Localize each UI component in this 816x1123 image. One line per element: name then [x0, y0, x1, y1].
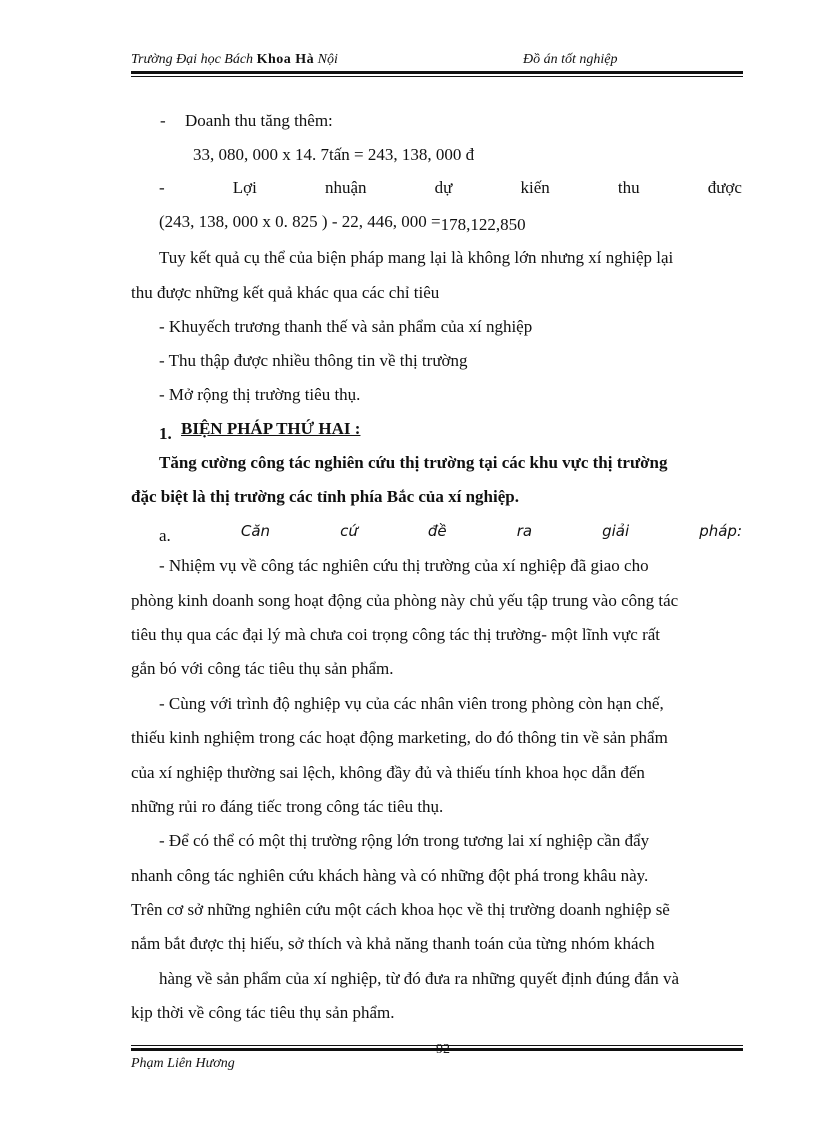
line-profit-heading	[159, 178, 742, 198]
header-left	[131, 52, 338, 68]
subheading-line2: đặc biệt là thị trường các tỉnh phía Bắc của xí nghiệp.	[131, 487, 519, 506]
para4-line2: nhanh công tác nghiên cứu khách hàng và có những đột phá trong khâu này.	[131, 866, 649, 885]
para3-line3: của xí nghiệp thường sai lệch, không đầy đủ và thiếu tính khoa học dẫn đến	[131, 763, 645, 782]
word: nhuận	[325, 178, 367, 197]
page-number: 92	[436, 1042, 450, 1057]
line-revenue-dash: -	[160, 111, 166, 130]
subsection-a	[159, 522, 742, 545]
word: a.	[159, 526, 171, 545]
word: giải	[602, 522, 630, 540]
word: -	[159, 178, 165, 197]
line-profit-calc	[159, 212, 526, 232]
section-number: 1.	[159, 424, 172, 443]
header-school-part1: Trường Đại học Bách	[131, 52, 254, 67]
para2-line3: tiêu thụ qua các đại lý mà chưa coi trọng công tác thị trường- một lĩnh vực rất	[131, 625, 661, 644]
para1-line2: thu được những kết quả khác qua các chỉ tiêu	[131, 283, 440, 302]
para4-line5: hàng về sản phẩm của xí nghiệp, từ đó đưa ra những quyết định đúng đắn và	[159, 969, 680, 988]
bullet-1: - Khuyếch trương thanh thế và sản phẩm của xí nghiệp	[159, 317, 533, 336]
para1-line1: Tuy kết quả cụ thể của biện pháp mang lại là không lớn nhưng xí nghiệp lại	[159, 248, 674, 267]
para4-line4: nắm bắt được thị hiếu, sở thích và khả năng thanh toán của từng nhóm khách	[131, 934, 655, 953]
para2-line1: - Nhiệm vụ về công tác nghiên cứu thị trường của xí nghiệp đã giao cho	[159, 556, 649, 575]
word: thu	[617, 178, 640, 197]
para2-line2: phòng kinh doanh song hoạt động của phòng này chủ yếu tập trung vào công tác	[131, 591, 679, 610]
section-title: BIỆN PHÁP THỨ HAI :	[181, 419, 361, 438]
word: kiến	[520, 178, 550, 197]
word: dự	[434, 178, 453, 197]
para4-line3: Trên cơ sở những nghiên cứu một cách khoa học về thị trường doanh nghiệp sẽ	[131, 900, 670, 919]
word: được	[707, 178, 742, 197]
para3-line1: - Cùng với trình độ nghiệp vụ của các nhân viên trong phòng còn hạn chế,	[159, 694, 664, 713]
header-right: Đồ án tốt nghiệp	[523, 52, 618, 67]
word: cứ	[340, 522, 358, 540]
line-revenue: Doanh thu tăng thêm:	[185, 111, 333, 130]
header-school-overlay: Khoa Hà	[256, 52, 315, 67]
para3-line4: những rủi ro đáng tiếc trong công tác tiêu thụ.	[131, 797, 444, 816]
profit-formula: (243, 138, 000 x 0. 825 ) - 22, 446, 000 =	[159, 212, 441, 231]
word: đề	[427, 522, 447, 540]
header-rule-thick	[131, 71, 743, 74]
header-school-part2: Nội	[317, 52, 338, 67]
word: pháp:	[699, 522, 742, 540]
word: Căn	[240, 522, 271, 540]
profit-result: 178,122,850	[440, 215, 526, 234]
line-revenue-calc: 33, 080, 000 x 14. 7tấn = 243, 138, 000 đ	[193, 145, 475, 164]
word: ra	[516, 522, 533, 540]
word: Lợi	[232, 178, 257, 197]
bullet-3: - Mở rộng thị trường tiêu thụ.	[159, 385, 361, 404]
para4-line6: kịp thời về công tác tiêu thụ sản phẩm.	[131, 1003, 395, 1022]
para2-line4: gắn bó với công tác tiêu thụ sản phẩm.	[131, 659, 394, 678]
bullet-2: - Thu thập được nhiều thông tin về thị trường	[159, 351, 468, 370]
header-rule-thin	[131, 76, 743, 77]
subheading-line1: Tăng cường công tác nghiên cứu thị trường tại các khu vực thị trường	[159, 453, 668, 472]
para3-line2: thiếu kinh nghiệm trong các hoạt động marketing, do đó thông tin về sản phẩm	[131, 728, 668, 747]
footer-author: Phạm Liên Hương	[131, 1056, 235, 1071]
para4-line1: - Để có thể có một thị trường rộng lớn trong tương lai xí nghiệp cần đẩy	[159, 831, 650, 850]
